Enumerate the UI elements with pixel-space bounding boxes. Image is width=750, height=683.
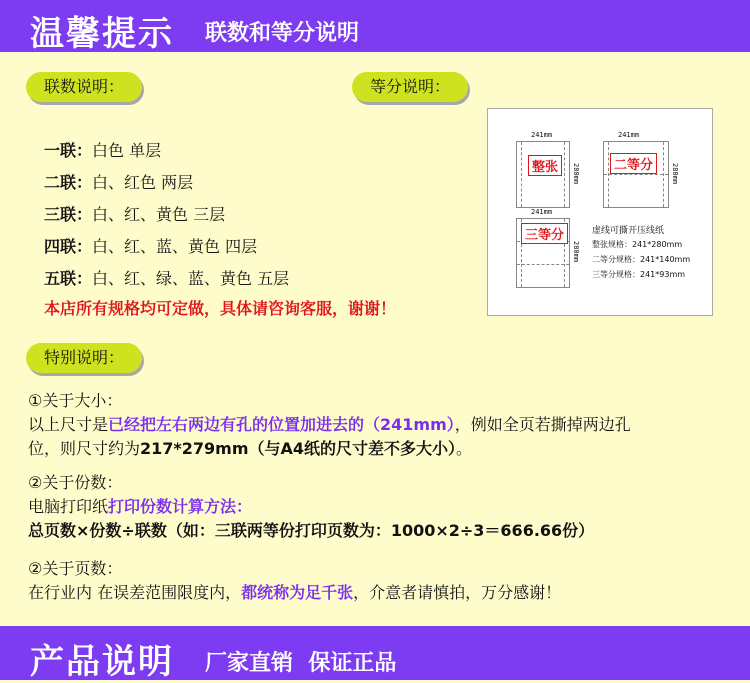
width-label: 241mm [618, 131, 640, 139]
paper-size-diagram [487, 108, 713, 316]
highlight-segment: 已经把左右两边有孔的位置加进去的（241mm） [108, 415, 455, 434]
lianshu-key: 二联： [44, 173, 93, 192]
text-segment: 在行业内 在误差范围限度内， [28, 583, 242, 602]
lianshu-label: 联数说明： [26, 72, 142, 102]
dengfen-label: 等分说明： [352, 72, 468, 102]
footer-banner [0, 626, 750, 680]
size-line-2 [28, 436, 472, 459]
half-sheet [603, 141, 669, 208]
footer-tagline [205, 646, 396, 677]
copies-line-1 [28, 494, 252, 517]
width-label: 241mm [531, 208, 553, 216]
bold-segment: 217*279mm（与A4纸的尺寸差不多大小） [140, 439, 457, 458]
pages-line [28, 580, 561, 603]
pages-title: ②关于页数： [28, 559, 123, 578]
header-banner [0, 0, 750, 52]
text-segment: ，例如全页若撕掉两边孔 [454, 415, 631, 434]
height-label: 280mm [572, 241, 580, 263]
highlight-segment: 打印份数计算方法： [108, 497, 253, 516]
footer-tag-1: 厂家直销 [205, 651, 294, 676]
text-segment: ，介意者请慎拍，万分感谢！ [353, 583, 562, 602]
lianshu-value: 白、红、蓝、黄色 四层 [92, 237, 258, 256]
spec-half: 二等分规格：241*140mm [592, 255, 691, 264]
copies-title: ②关于份数： [28, 473, 123, 492]
copies-formula: 总页数×份数÷联数（如：三联两等份打印页数为：1000×2÷3＝666.66份） [28, 521, 595, 540]
half-sheet-label: 二等分 [610, 153, 657, 174]
lianshu-value: 白、红、绿、蓝、黄色 五层 [92, 269, 290, 288]
lianshu-value: 白、红、黄色 三层 [92, 205, 226, 224]
text-segment: 电脑打印纸 [28, 497, 109, 516]
spec-full: 整张规格：241*280mm [592, 240, 683, 249]
third-sheet-label: 三等分 [521, 223, 568, 244]
lianshu-key: 三联： [44, 205, 93, 224]
size-line-1 [28, 412, 631, 435]
highlight-segment: 都统称为足千张 [241, 583, 354, 602]
lianshu-value: 白、红色 两层 [92, 173, 194, 192]
lianshu-row-2 [44, 170, 193, 193]
special-label: 特别说明： [26, 343, 142, 373]
lianshu-row-5 [44, 266, 289, 289]
lianshu-key: 一联： [44, 141, 93, 160]
lianshu-key: 五联： [44, 269, 93, 288]
text-segment: 以上尺寸是 [28, 415, 109, 434]
footer-tag-2: 保证正品 [308, 651, 397, 676]
footer-title: 产品说明 [30, 642, 174, 682]
width-label: 241mm [531, 131, 553, 139]
text-segment: 位，则尺寸约为 [28, 439, 141, 458]
header-title: 温馨提示 [30, 14, 174, 54]
size-title: ①关于大小： [28, 391, 123, 410]
height-label: 280mm [671, 163, 679, 185]
lianshu-row-1 [44, 138, 161, 161]
header-subtitle: 联数和等分说明 [205, 21, 360, 46]
custom-note: 本店所有规格均可定做，具体请咨询客服，谢谢！ [44, 299, 397, 318]
spec-third: 三等分规格：241*93mm [592, 270, 686, 279]
lianshu-row-4 [44, 234, 257, 257]
full-sheet-label: 整张 [528, 155, 562, 176]
lianshu-key: 四联： [44, 237, 93, 256]
lianshu-value: 白色 单层 [92, 141, 162, 160]
height-label: 280mm [572, 163, 580, 185]
spec-title: 虚线可撕开压线纸 [592, 226, 665, 236]
lianshu-row-3 [44, 202, 225, 225]
text-segment: 。 [456, 439, 473, 458]
